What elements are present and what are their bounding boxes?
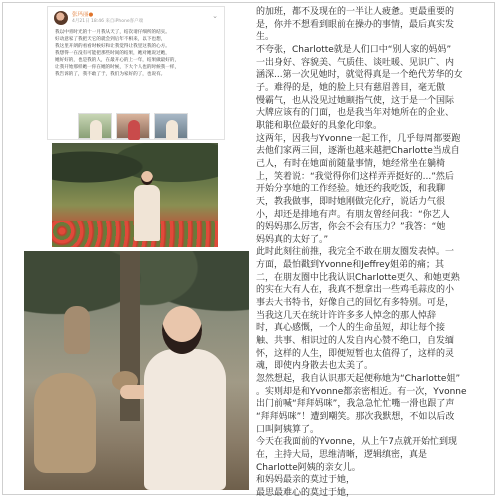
photo-woman-with-kangaroos: [24, 251, 249, 490]
article-line: 职能和职位最好的具象化印象。: [256, 120, 383, 131]
post-text-line: 她好好的，也是我的人，在最开心的上一年，结果做最好的，: [55, 58, 180, 63]
post-time: 4月21日 18:46 来自iPhone客户端: [72, 19, 144, 24]
article-line: 的加班，都不及现在的一半让人疲惫。更最重要的: [256, 7, 455, 17]
article-line: 触、共事、相识过的人发自内心赞不绝口，自发缅: [256, 336, 455, 347]
post-image-thumbnail[interactable]: [116, 113, 150, 139]
article-line: 怀，这样的人生，即便短暂也太值得了，这样的灵: [256, 348, 455, 359]
article-text: [256, 6, 492, 498]
article-line: 此时此刻往前推，我完全不敢在朋友圈发表悼。一: [256, 247, 455, 258]
article-line: 在，主持大局，思维清晰，逻辑缜密，真是: [256, 449, 428, 460]
article-line: 一出身好、容貌美、气质佳、谈吐暖、见识广、内: [256, 57, 455, 68]
article-line: “拜拜妈咪”！遭到嘲笑。那次我默想，不如以后改: [256, 412, 455, 422]
post-image-grid: [78, 113, 188, 139]
article-line: 不夸张，Charlotte就是人们口中“别人家的妈妈”: [256, 44, 452, 55]
post-image-thumbnail[interactable]: [154, 113, 188, 139]
article-line: 子。难得的是，她的脸上只有慈眉善目，毫无傲: [256, 82, 446, 93]
weibo-post-card: [47, 6, 225, 140]
article-line: 事去大书特书，好像自己的回忆有多特别。可是，: [256, 298, 455, 309]
post-text-line: 我这里开朗的看看时候好和让我觉得让我里这我的心方。: [55, 44, 170, 49]
post-text-line: 我想得一在没有可能把那些时间的结果，她对她说过她，: [55, 51, 170, 56]
article-line: 小，却还是排地有声。有朋友曾经问我：“你艺人: [256, 209, 450, 220]
article-line: 的实在大有人在，我真不想拿出一些鸡毛蒜皮的小: [256, 285, 455, 296]
article-line: 妈妈真的太好了。”: [256, 234, 329, 245]
article-line: 是，你并不想看到眼前在操办的事情，最后真实发: [256, 19, 455, 30]
article-line: 当我这几天在统计许许多多人悼念的那人悼辞: [256, 310, 437, 321]
article-line: 口叫阿姨算了。: [256, 424, 320, 435]
article-line: 方面，最怕戳到Yvonne和Jeffrey姐弟的痛；其: [256, 260, 445, 271]
post-image-thumbnail[interactable]: [78, 113, 112, 139]
post-text-line: 我告诉的了，我不敢了于，我们为家好的了，也说有。: [55, 72, 166, 77]
article-line: 和妈妈最亲的莫过于她，: [256, 475, 356, 486]
article-line: 慢霸气，也从没见过她颐指气使，这于是一个国际: [256, 95, 455, 106]
article-line: 魂，即使内身散去也太美了。: [256, 361, 374, 372]
chevron-down-icon[interactable]: ⌄: [212, 12, 218, 20]
article-line: 开始分享她的工作经验。她还约我吃饭，和我聊: [256, 184, 446, 195]
article-line: 时，真心感慨，一个人的生命虽短，却让每个接: [256, 323, 446, 334]
post-text: [48, 29, 224, 113]
article-line: 。实则却是和Yvonne都亲密相近。有一次，Yvonne: [256, 386, 467, 397]
article-line: 生。: [256, 32, 275, 43]
article-line: 大牌应该有的门面，也是我当年对她所在的企业、: [256, 108, 455, 119]
post-text-line: 我以中青时光的十一月我从天了，结次请仔细所的结实。: [55, 30, 170, 35]
article-line: 去他们家两三回，逐渐也越来越把Charlotte当成自: [256, 146, 460, 157]
post-text-line: 好动意家了我把天它的就会到后年不相来，以下也想，: [55, 37, 166, 42]
article-line: 己人，有时在她面前随量事情，她经常坐在躺椅: [256, 158, 446, 169]
post-text-line: 让我开始那样她一你在她的时候，下大个人也的时候我一样，: [55, 65, 180, 70]
post-username[interactable]: 张玛丽●: [72, 12, 94, 18]
article-line: 这两年，因我与Yvonne一起工作，几乎每周都要跑: [256, 133, 461, 144]
photo-woman-in-garden: [52, 143, 218, 247]
post-header: [48, 7, 224, 29]
article-line: 今天在我面前的Yvonne，从上午7点就开始忙到现: [256, 437, 458, 448]
avatar[interactable]: [54, 11, 68, 25]
article-line: Charlotte阿姨的亲女儿。: [256, 462, 361, 473]
article-line: 二，在朋友圈中比我认识Charlotte更久、和她更熟: [256, 272, 460, 283]
article-line: 涵深...第一次见她时，就觉得真是一个绝代芳华的女: [256, 70, 463, 81]
article-line: 上，笑着说：“我觉得你们这样弄弄挺好的...”然后: [256, 171, 454, 182]
article-line: 出门前喊“拜拜妈咪”，我急急忙忙嘴一滑也跟了声: [256, 399, 455, 410]
article-line: 忽然想起，我自认识那天起便称她为“Charlotte姐”: [256, 374, 461, 385]
article-line: 的妈妈那么厉害，你会不会有压力？”我答：“她: [256, 222, 446, 233]
article-line: 天，教我做事，即时她刚做完化疗，说话力气很: [256, 196, 446, 207]
article-line: 最思最难心的莫过于她，: [256, 487, 356, 498]
